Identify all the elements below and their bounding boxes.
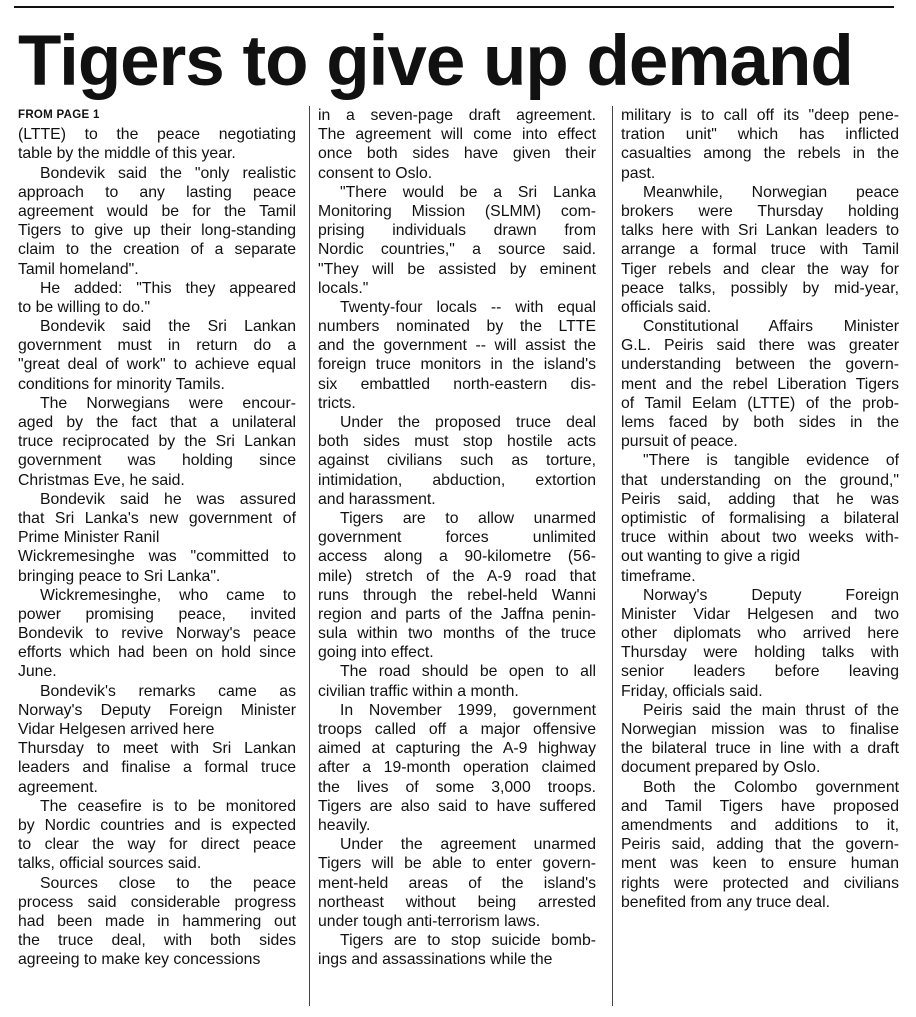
text-line: both sides must stop hostile acts <box>318 433 596 451</box>
text-line: bringing peace to Sri Lanka". <box>18 567 221 585</box>
text-line: against civilians such as torture, <box>318 452 596 470</box>
text-line: Meanwhile, Norwegian peace <box>643 183 899 201</box>
text-line: the lives of some 3,000 troops. <box>318 778 596 796</box>
text-line: Peiris said, adding that he was <box>621 490 899 508</box>
text-line: Bondevik said the "only realistic <box>40 164 296 182</box>
text-line: Prime Minister Ranil <box>18 529 160 547</box>
text-line: Tigers will be able to enter govern- <box>318 855 596 873</box>
text-line: to be willing to do." <box>18 298 151 316</box>
text-line: once both sides have given their <box>318 145 596 163</box>
text-line: that Sri Lanka's new government of <box>18 509 296 527</box>
text-line: tration unit" which has inflicted <box>621 126 899 144</box>
text-line: optimistic of formalising a bilateral <box>621 509 899 527</box>
text-line: Peiris said the main thrust of the <box>643 701 899 719</box>
text-line: Christmas Eve, he said. <box>18 471 185 489</box>
text-line: Norway's Deputy Foreign <box>643 586 899 604</box>
text-line: mile) stretch of the A-9 road that <box>318 567 596 585</box>
text-line: Peiris said, adding that the govern- <box>621 836 899 854</box>
text-line: of Tamil Eelam (LTTE) of the prob- <box>621 394 899 412</box>
text-line: tricts. <box>318 394 356 412</box>
text-line: Twenty-four locals -- with equal <box>340 298 596 316</box>
text-line: ings and assassinations while the <box>318 951 553 969</box>
text-line: Monitoring Mission (SLMM) com- <box>318 202 596 220</box>
text-line: Tamil homeland". <box>18 260 139 278</box>
text-line: ment was keen to ensure human <box>621 855 899 873</box>
text-line: conditions for minority Tamils. <box>18 375 225 393</box>
text-line: casualties among the rebels in the <box>621 145 899 163</box>
text-line: ment and the rebel Liberation Tigers <box>621 375 899 393</box>
text-line: and Tamil Tigers have proposed <box>621 797 899 815</box>
text-line: numbers nominated by the LTTE <box>318 318 596 336</box>
text-line: Under the proposed truce deal <box>340 414 596 431</box>
text-line: Wickremesinghe was "committed to <box>18 548 296 566</box>
text-line: Tigers are also said to have suffered <box>318 797 596 815</box>
text-line: senior leaders before leaving <box>621 663 899 681</box>
text-line: understanding between the govern- <box>621 356 899 374</box>
text-line: troops called off a major offensive <box>318 721 596 738</box>
text-line: civilian traffic within a month. <box>318 682 519 700</box>
column-divider <box>309 106 310 1006</box>
text-line: lems faced by both sides in the <box>621 414 899 431</box>
text-line: Bondevik said the Sri Lankan <box>40 318 296 336</box>
text-line: Thursday to meet with Sri Lankan <box>18 740 296 758</box>
text-line: talks here with Sri Lankan leaders to <box>621 222 899 240</box>
text-line: access along a 90-kilometre (56- <box>318 548 596 566</box>
text-line: power promising peace, invited <box>18 605 296 623</box>
text-line: Bondevik's remarks came as <box>40 682 296 700</box>
text-line: Bondevik said he was assured <box>40 490 296 508</box>
text-line: amendments and additions to it, <box>621 816 899 834</box>
text-line: rights were protected and civilians <box>621 874 899 892</box>
text-line: intimidation, abduction, extortion <box>318 471 596 489</box>
text-line: sula within two months of the truce <box>318 625 596 643</box>
from-page-label: FROM PAGE 1 <box>18 109 100 121</box>
text-line: Bondevik to revive Norway's peace <box>18 625 296 643</box>
text-line: truce within about two weeks with- <box>621 529 899 547</box>
text-line: claim to the creation of a separate <box>18 241 296 259</box>
text-line: had been made in hammering out <box>18 912 296 930</box>
text-line: government forces unlimited <box>318 529 596 547</box>
article-column-3 <box>621 106 899 1006</box>
text-line: Minister Vidar Helgesen and two <box>621 605 899 623</box>
text-line: The road should be open to all <box>340 663 596 681</box>
text-line: aged by the fact that a unilateral <box>18 414 296 431</box>
text-line: agreement would be for the Tamil <box>18 202 296 220</box>
headline: Tigers to give up demand <box>18 22 853 101</box>
text-line: going into effect. <box>318 644 434 662</box>
text-line: truce reciprocated by the Sri Lankan <box>18 433 296 451</box>
text-line: approach to any lasting peace <box>18 183 296 201</box>
text-line: leaders and finalise a formal truce <box>18 759 296 777</box>
text-line: Tigers are to allow unarmed <box>340 509 596 527</box>
text-line: foreign truce monitors in the island's <box>318 356 596 374</box>
text-line: The ceasefire is to be monitored <box>40 797 296 815</box>
text-line: by Nordic countries and is expected <box>18 816 296 834</box>
text-line: under tough anti-terrorism laws. <box>318 912 541 930</box>
text-line: Vidar Helgesen arrived here <box>18 721 215 738</box>
text-line: Under the agreement unarmed <box>340 836 596 854</box>
text-line: Nordic countries," a source said. <box>318 241 596 259</box>
text-line: military is to call off its "deep pene- <box>621 107 899 124</box>
text-line: Tigers to give up their long-standing <box>18 222 296 240</box>
text-line: "They will be assisted by eminent <box>318 260 596 278</box>
text-line: brokers were Thursday holding <box>621 202 899 220</box>
text-line: Both the Colombo government <box>643 778 899 796</box>
text-line: "There is tangible evidence of <box>643 452 899 470</box>
text-line: Thursday were holding talks with <box>621 644 899 662</box>
text-line: and harassment. <box>318 490 436 508</box>
text-line: pursuit of peace. <box>621 433 738 451</box>
text-line: "great deal of work" to achieve equal <box>18 356 296 374</box>
text-line: Sources close to the peace <box>40 874 296 892</box>
article-column-1 <box>18 106 296 1006</box>
text-line: The agreement will come into effect <box>318 126 596 144</box>
text-line: efforts which had been on hold since <box>18 644 296 662</box>
text-line: the bilateral truce in line with a draft <box>621 740 899 758</box>
text-line: Tigers are to stop suicide bomb- <box>340 932 596 950</box>
top-rule <box>14 6 894 8</box>
text-line: "There would be a Sri Lanka <box>340 183 596 201</box>
text-line: past. <box>621 164 656 182</box>
text-line: document prepared by Oslo. <box>621 759 821 777</box>
text-line: locals." <box>318 279 369 297</box>
text-line: that understanding on the ground," <box>621 471 899 489</box>
text-line: benefited from any truce deal. <box>621 893 830 911</box>
text-line: Wickremesinghe, who came to <box>40 586 296 604</box>
text-line: arrange a formal truce with Tamil <box>621 241 899 259</box>
text-line: Friday, officials said. <box>621 682 763 700</box>
column-divider <box>612 106 613 1006</box>
text-line: consent to Oslo. <box>318 164 433 182</box>
article-column-2 <box>318 106 596 1006</box>
text-line: six embattled north-eastern dis- <box>318 375 596 393</box>
text-line: out wanting to give a rigid <box>621 548 801 566</box>
text-line: aimed at capturing the A-9 highway <box>318 740 596 758</box>
text-line: the truce deal, with both sides <box>18 932 296 950</box>
text-line: table by the middle of this year. <box>18 145 236 163</box>
text-line: Tiger rebels and clear the way for <box>621 260 899 278</box>
article-body <box>18 106 898 1006</box>
text-line: officials said. <box>621 298 712 316</box>
text-line: government must in return do a <box>18 337 296 355</box>
text-line: process said considerable progress <box>18 893 296 911</box>
text-line: G.L. Peiris said there was greater <box>621 337 899 355</box>
text-line: Norway's Deputy Foreign Minister <box>18 701 296 719</box>
text-line: June. <box>18 663 57 681</box>
text-line: agreeing to make key concessions <box>18 951 261 969</box>
text-line: He added: "This they appeared <box>40 279 296 297</box>
text-line: heavily. <box>318 816 371 834</box>
text-line: to clear the way for direct peace <box>18 836 296 854</box>
text-line: and the government -- will assist the <box>318 337 596 355</box>
text-line: Constitutional Affairs Minister <box>643 318 899 336</box>
text-line: Norwegian mission was to finalise <box>621 721 899 738</box>
text-line: talks, official sources said. <box>18 855 202 873</box>
text-line: government was holding since <box>18 452 296 470</box>
text-line: (LTTE) to the peace negotiating <box>18 126 296 144</box>
text-line: northeast without being arrested <box>318 893 596 911</box>
text-line: in a seven-page draft agreement. <box>318 107 596 124</box>
text-line: prising individuals drawn from <box>318 222 596 240</box>
text-line: agreement. <box>18 778 98 796</box>
text-line: other diplomats who arrived here <box>621 625 899 643</box>
text-line: In November 1999, government <box>340 701 596 719</box>
text-line: peace talks, possibly by mid-year, <box>621 279 899 297</box>
text-line: timeframe. <box>621 567 696 585</box>
text-line: after a 19-month operation claimed <box>318 759 596 777</box>
text-line: runs through the rebel-held Wanni <box>318 586 596 604</box>
text-line: ment-held areas of the island's <box>318 874 596 892</box>
text-line: region and parts of the Jaffna penin- <box>318 605 596 623</box>
text-line: The Norwegians were encour- <box>40 394 296 412</box>
